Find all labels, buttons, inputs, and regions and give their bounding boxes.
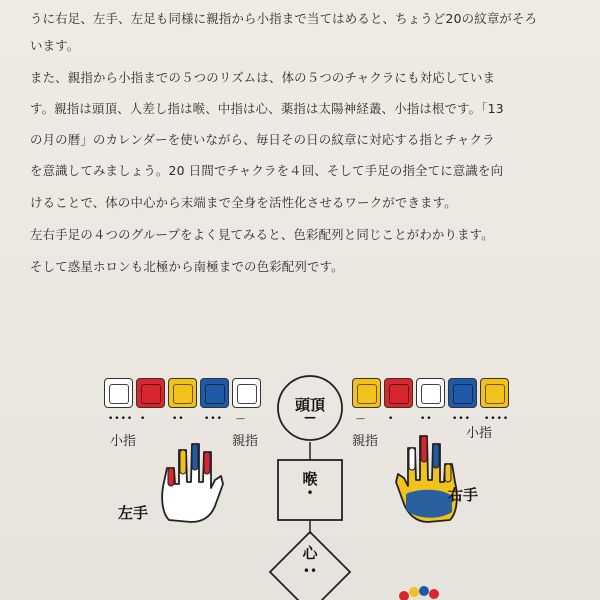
left-dot-count-1: • [140, 414, 147, 424]
text-line: うに右足、左手、左足も同様に親指から小指まで当てはめると、ちょうど20の紋章がそろ [30, 11, 538, 26]
throat-chakra-dots: • [306, 486, 314, 500]
left-hand-label: 左手 [118, 504, 149, 522]
heart-chakra-dots: •• [302, 564, 318, 578]
glyph-symbol-icon [485, 384, 505, 404]
right-hand-icon [392, 424, 466, 524]
text-line: います。 [30, 38, 80, 53]
left-hand-icon [155, 432, 225, 524]
text-line: の月の暦」のカレンダーを使いながら、毎日その日の紋章に対応する指とチャクラ [30, 132, 495, 147]
glyph-symbol-icon [173, 384, 193, 404]
right-dot-count-0: — [356, 414, 366, 424]
glyph-symbol-icon [389, 384, 409, 404]
left-finger-color-3 [204, 452, 210, 474]
right-glyph-4 [480, 378, 509, 408]
glyph-symbol-icon [205, 384, 225, 404]
right-finger-color-0 [409, 448, 415, 470]
glyph-symbol-icon [421, 384, 441, 404]
heart-chakra-label: 心 [302, 544, 318, 562]
right-glyph-1 [384, 378, 413, 408]
right-hand-label: 右手 [448, 486, 479, 504]
left-thumb-label: 親指 [232, 434, 259, 449]
throat-chakra-label: 喉 [302, 470, 318, 488]
text-line: す。親指は頭頂、人差し指は喉、中指は心、薬指は太陽神経叢、小指は根です。「13 [30, 101, 504, 116]
text-line: を意識してみましょう。20 日間でチャクラを４回、そして手足の指全てに意識を向 [30, 163, 504, 178]
left-finger-color-2 [192, 444, 198, 470]
glyph-symbol-icon [453, 384, 473, 404]
left-glyph-3 [200, 378, 229, 408]
glyph-symbol-icon [237, 384, 257, 404]
left-dot-count-3: ••• [204, 414, 223, 424]
right-glyph-2 [416, 378, 445, 408]
left-glyph-2 [168, 378, 197, 408]
right-pinky-label: 小指 [466, 426, 493, 441]
crown-chakra-label: 頭頂 [294, 396, 325, 414]
right-finger-color-1 [421, 436, 427, 462]
right-glyph-0 [352, 378, 381, 408]
chakra-hand-diagram [0, 360, 600, 600]
right-dot-count-3: ••• [452, 414, 471, 424]
right-thumb-label: 親指 [352, 434, 379, 449]
right-dot-count-4: •••• [484, 414, 510, 424]
left-finger-color-0 [168, 468, 174, 486]
left-pinky-label: 小指 [110, 434, 137, 449]
text-line: けることで、体の中心から末端まで全身を活性化させるワークができます。 [30, 195, 457, 210]
left-glyph-0 [104, 378, 133, 408]
left-glyph-4 [232, 378, 261, 408]
right-finger-color-2 [433, 444, 439, 468]
left-glyph-1 [136, 378, 165, 408]
left-dot-count-2: •• [172, 414, 185, 424]
text-line: また、親指から小指までの５つのリズムは、体の５つのチャクラにも対応していま [30, 70, 496, 85]
right-dot-count-1: • [388, 414, 395, 424]
glyph-symbol-icon [141, 384, 161, 404]
text-line: そして惑星ホロンも北極から南極までの色彩配列です。 [30, 259, 344, 274]
glyph-symbol-icon [109, 384, 129, 404]
left-dot-count-0: •••• [108, 414, 134, 424]
right-glyph-3 [448, 378, 477, 408]
crown-chakra-dots: — [304, 410, 316, 424]
right-finger-color-3 [445, 464, 451, 482]
glyph-symbol-icon [357, 384, 377, 404]
partial-foot-icon [396, 580, 444, 600]
left-dot-count-4: — [236, 414, 246, 424]
text-line: 左右手足の４つのグループをよく見てみると、色彩配列と同じことがわかります。 [30, 227, 494, 242]
left-finger-color-1 [180, 450, 186, 474]
right-dot-count-2: •• [420, 414, 433, 424]
